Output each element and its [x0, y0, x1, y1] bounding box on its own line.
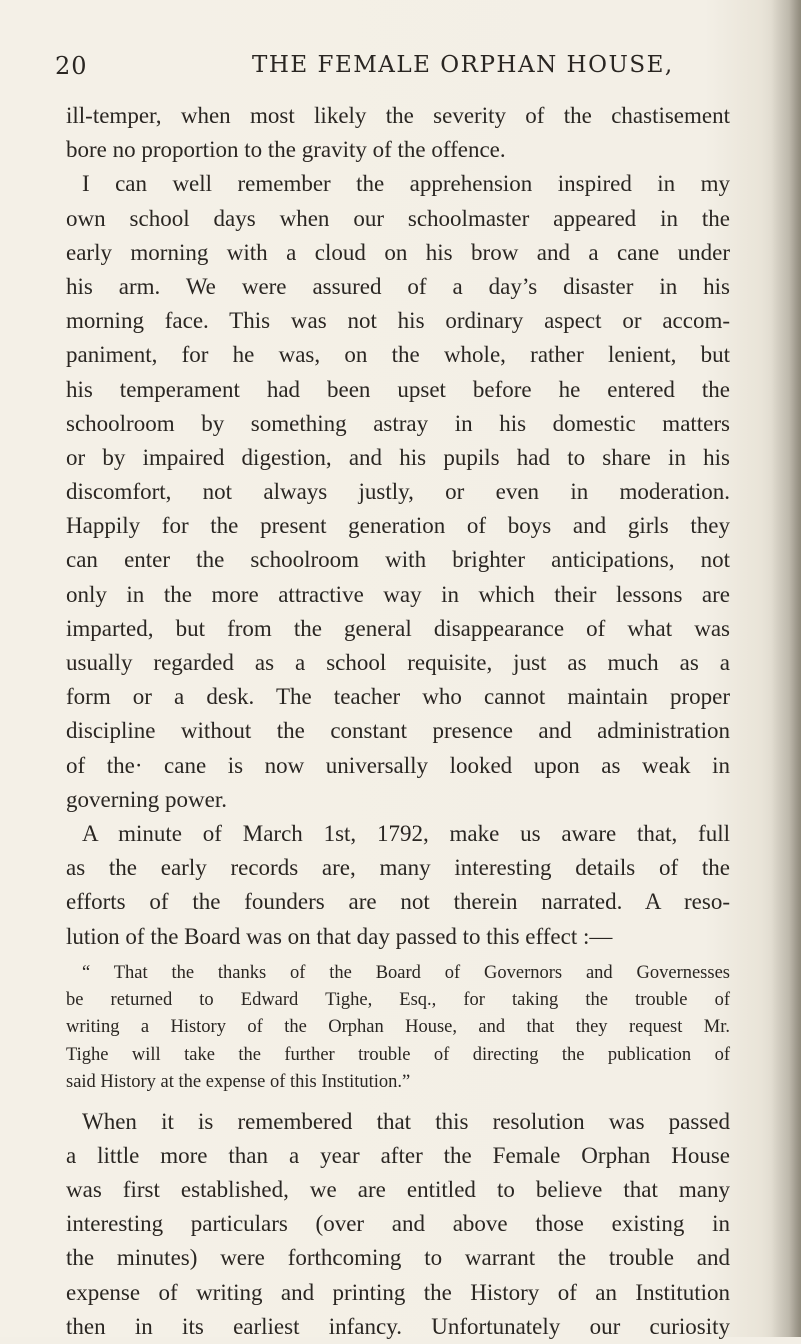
text-line: Happily for the present generation of boys and girls they: [66, 513, 730, 539]
quote-line: Tighe will take the further trouble of directing the publication of: [66, 1044, 730, 1065]
text-line: bore no proportion to the gravity of the offence.: [66, 137, 506, 163]
page-header: [0, 52, 801, 92]
quote-line: “ That the thanks of the Board of Governors and Governesses: [82, 962, 730, 983]
text-line: paniment, for he was, on the whole, rather lenient, but: [66, 342, 730, 368]
block-quote: [66, 960, 730, 1097]
paragraph-3: [66, 817, 730, 954]
text-line: I can well remember the apprehension inspired in my: [82, 171, 730, 197]
text-line: the minutes) were forthcoming to warrant the trouble and: [66, 1245, 730, 1271]
text-line: or by impaired digestion, and his pupils had to share in his: [66, 444, 730, 470]
text-line: imparted, but from the general disappearance of what was: [66, 615, 730, 641]
text-line: usually regarded as a school requisite, just as much as a: [66, 650, 730, 675]
text-line: discomfort, not always justly, or even in moderation.: [66, 479, 730, 505]
text-line: can enter the schoolroom with brighter anticipations, not: [66, 547, 730, 573]
text-line: was first established, we are entitled to believe that many: [66, 1177, 730, 1203]
text-line: only in the more attractive way in which their lessons are: [66, 581, 730, 607]
text-line: governing power.: [66, 786, 227, 812]
body-text: [66, 99, 730, 1344]
text-line: efforts of the founders are not therein narrated. A reso-: [66, 889, 730, 915]
text-line: schoolroom by something astray in his domestic matters: [66, 410, 730, 436]
paragraph-2: [66, 167, 730, 817]
text-line: then in its earliest infancy. Unfortunately our curiosity: [66, 1313, 730, 1339]
text-line: lution of the Board was on that day passed to this effect :—: [66, 923, 613, 949]
text-line: form or a desk. The teacher who cannot maintain proper: [66, 684, 730, 710]
text-line: a little more than a year after the Female Orphan House: [66, 1142, 730, 1168]
text-line: When it is remembered that this resolution was passed: [82, 1108, 730, 1134]
paragraph-4: [66, 1105, 730, 1344]
paragraph-1: [66, 99, 730, 167]
text-line: discipline without the constant presence and administration: [66, 718, 730, 744]
quote-line: said History at the expense of this Institution.”: [66, 1072, 411, 1093]
text-line: morning face. This was not his ordinary aspect or accom-: [66, 308, 730, 334]
text-line: as the early records are, many interesting details of the: [66, 855, 730, 881]
text-line: A minute of March 1st, 1792, make us aware that, full: [82, 820, 730, 846]
text-line: of the· cane is now universally looked upon as weak in: [66, 752, 730, 778]
page-number: 20: [55, 52, 88, 80]
text-line: interesting particulars (over and above those existing in: [66, 1211, 730, 1237]
quote-line: be returned to Edward Tighe, Esq., for taking the trouble of: [66, 990, 730, 1011]
page-edge-shadow: [771, 0, 801, 1337]
text-line: his temperament had been upset before he entered the: [66, 376, 730, 402]
text-line: expense of writing and printing the History of an Institution: [66, 1279, 730, 1305]
text-line: own school days when our schoolmaster appeared in the: [66, 205, 730, 231]
running-head: THE FEMALE ORPHAN HOUSE,: [252, 52, 674, 78]
text-line: ill-temper, when most likely the severity of the chastisement: [66, 103, 730, 128]
text-line: his arm. We were assured of a day’s disaster in his: [66, 273, 730, 299]
text-line: early morning with a cloud on his brow and a cane under: [66, 239, 730, 265]
quote-line: writing a History of the Orphan House, and that they request Mr.: [66, 1017, 730, 1038]
